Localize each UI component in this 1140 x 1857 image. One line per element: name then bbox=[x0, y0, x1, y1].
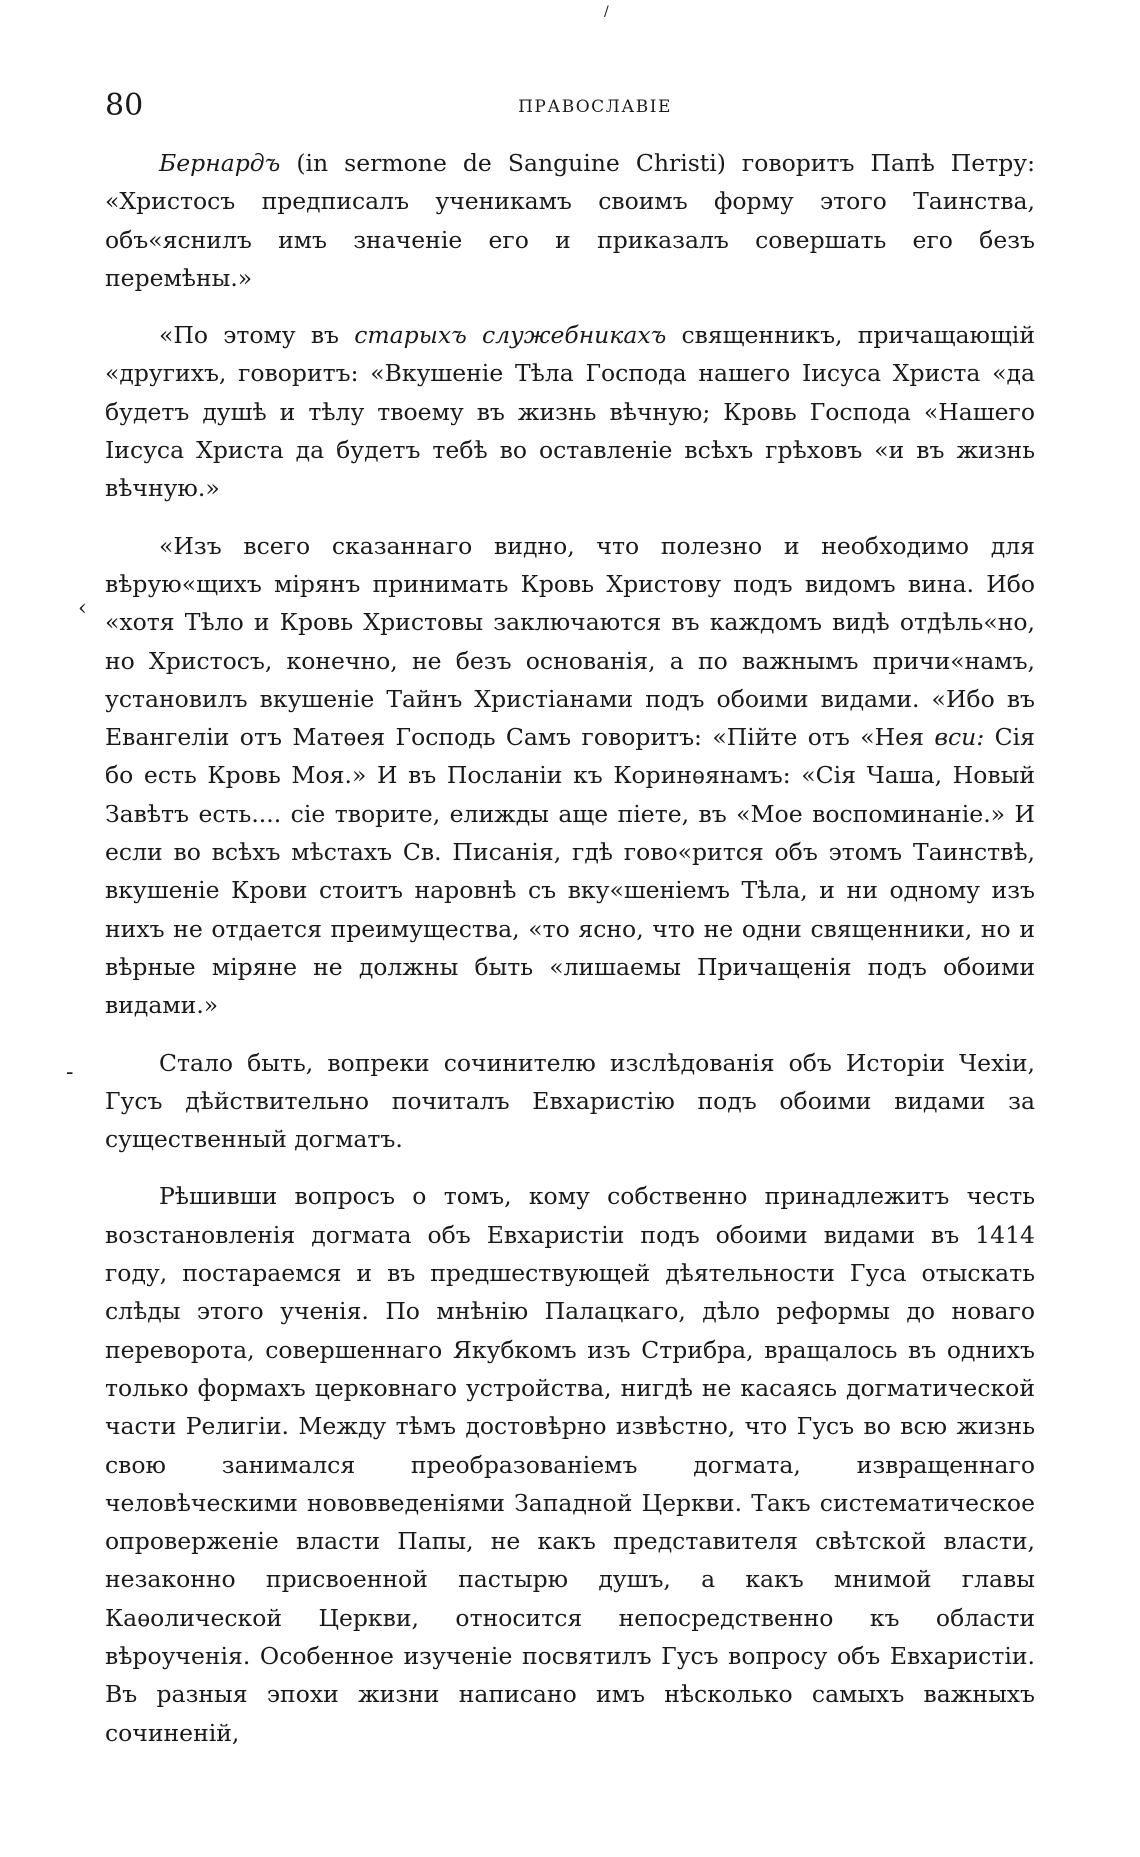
paragraph bbox=[105, 1177, 1035, 1751]
text-run: священникъ, причащающій «другихъ, говоритъ: «Вкушеніе Тѣла Господа нашего Іисуса Христа «да будетъ душѣ и тѣлу твоему въ жизнь вѣчную; Кровь Господа «Нашего Іисуса Христа да будетъ тебѣ во оставленіе всѣхъ грѣховъ «и въ жизнь вѣчную.» bbox=[105, 321, 1035, 503]
paragraph bbox=[105, 1044, 1035, 1159]
paragraph bbox=[105, 316, 1035, 507]
italic-text-run: старыхъ служебникахъ bbox=[354, 321, 667, 350]
text-run: Стало быть, вопреки сочинителю изслѣдованія объ Исторіи Чехіи, Гусъ дѣйствительно почиталъ Евхаристію подъ обоими видами за существенный догматъ. bbox=[105, 1048, 1035, 1154]
margin-mark-left: ‹ bbox=[78, 596, 87, 621]
text-run: (in sermone de Sanguine Christi) говоритъ Папѣ Петру: «Христосъ предписалъ ученикамъ своимъ форму этого Таинства, объ«яснилъ имъ значеніе его и приказалъ совершать его безъ перемѣны.» bbox=[105, 149, 1035, 292]
body-text bbox=[105, 144, 1035, 1752]
text-run: Сія бо есть Кровь Моя.» И въ Посланіи къ Коринѳянамъ: «Сія Чаша, Новый Завѣтъ есть.... сіе творите, елижды аще піете, въ «Мое воспоминаніе.» И если во всѣхъ мѣстахъ Св. Писанія, гдѣ гово«рится объ этомъ Таинствѣ, вкушеніе Крови стоитъ наровнѣ съ вку«шеніемъ Тѣла, и ни одному изъ нихъ не отдается преимущества, «то ясно, что не одни священники, но и вѣрные міряне не должны быть «лишаемы Причащенія подъ обоими видами.» bbox=[105, 723, 1035, 1020]
page-number: 80 bbox=[105, 88, 144, 123]
running-title: ПРАВОСЛАВІЕ bbox=[518, 97, 672, 117]
italic-text-run: вси: bbox=[934, 723, 985, 752]
paragraph bbox=[105, 527, 1035, 1025]
text-run: Рѣшивши вопросъ о томъ, кому собственно принадлежитъ честь возстановленія догмата объ Евхаристіи подъ обоими видами въ 1414 году, постараемся и въ предшествующей дѣятельности Гуса отыскать слѣды этого ученія. По мнѣнію Палацкаго, дѣло реформы до новаго переворота, совершеннаго Якубкомъ изъ Стрибра, вращалось въ однихъ только формахъ церковнаго устройства, нигдѣ не касаясь догматической части Религіи. Между тѣмъ достовѣрно извѣстно, что Гусъ во всю жизнь свою занимался преобразованіемъ догмата, извращеннаго человѣческими нововведеніями Западной Церкви. Такъ систематическое опроверженіе власти Папы, не какъ представителя свѣтской власти, незаконно присвоенной пастырю душъ, а какъ мнимой главы Каѳолической Церкви, относится непосредственно къ области вѣроученія. Особенное изученіе посвятилъ Гусъ вопросу объ Евхаристіи. Въ разныя эпохи жизни написано имъ нѣсколько самыхъ важныхъ сочиненій, bbox=[105, 1182, 1035, 1747]
margin-mark-dash: - bbox=[66, 1060, 74, 1085]
margin-mark-top: / bbox=[604, 4, 609, 20]
text-run: «По этому въ bbox=[159, 321, 355, 350]
italic-text-run: Бернардъ bbox=[159, 149, 281, 177]
page-header bbox=[105, 86, 1035, 126]
paragraph bbox=[105, 144, 1035, 297]
text-run: «Изъ всего сказаннаго видно, что полезно и необходимо для вѣрую«щихъ мірянъ принимать Кровь Христову подъ видомъ вина. Ибо «хотя Тѣло и Кровь Христовы заключаются въ каждомъ видѣ отдѣль«но, но Христосъ, конечно, не безъ основанія, а по важнымъ причи«намъ, установилъ вкушеніе Тайнъ Христіанами подъ обоими видами. «Ибо въ Евангеліи отъ Матѳея Господь Самъ говоритъ: «Пійте отъ «Нея bbox=[105, 531, 1035, 752]
